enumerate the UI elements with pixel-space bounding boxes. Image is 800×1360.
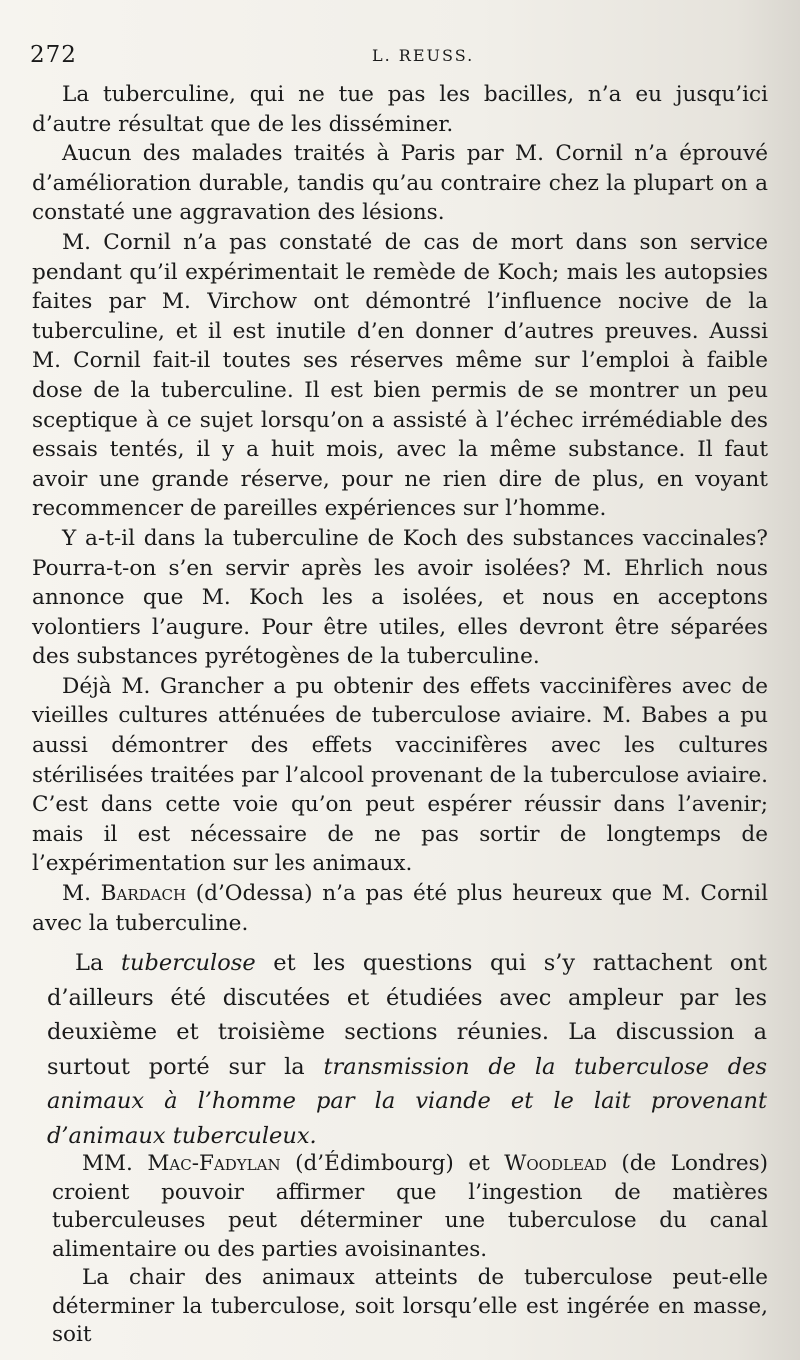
paragraph-malades: Aucun des malades traités à Paris par M. Cornil n’a éprouvé d’amélioration durable, tandis qu’au contraire chez la plupart on a constaté une aggravation des lésions. <box>32 141 768 226</box>
bardach-text: (d’Odessa) n’a pas été plus heureux que M. Cornil avec la tuberculine. <box>32 881 768 936</box>
author-macfadylan: Mac-Fadylan <box>147 1151 281 1176</box>
running-head: L. REUSS. <box>372 46 475 65</box>
section-macfadylan <box>52 1150 768 1350</box>
text-segment: (de Londres) croient pouvoir affirmer que l’ingestion de matières tuberculeuses peut déterminer une tuberculose du canal alimentaire ou des parties avoisinantes. <box>52 1151 768 1262</box>
author-bardach: Bardach <box>100 881 187 907</box>
paragraph-chair: La chair des animaux atteints de tuberculose peut-elle déterminer la tuberculose, soit lorsqu’elle est ingérée en masse, soit <box>52 1265 768 1347</box>
page-header <box>30 42 770 72</box>
italic-tuberculose: tuberculose <box>120 950 256 976</box>
italic-transmission: transmission de la tuberculose des animaux à l’homme par la viande et le lait provenant d’animaux tuberculeux. <box>47 1053 767 1149</box>
paragraph-bardach <box>32 879 768 938</box>
paragraph-tuberculine: La tuberculine, qui ne tue pas les bacilles, n’a eu jusqu’ici d’autre résultat que de les disséminer. <box>32 82 768 137</box>
text-segment: La <box>75 950 121 976</box>
paragraph-grancher: Déjà M. Grancher a pu obtenir des effets vaccinifères avec de vieilles cultures atténuées de tuberculose aviaire. M. Babes a pu aussi démontrer des effets vaccinifères avec les cultures stérilisées traitées par l’alcool provenant de la tuberculose aviaire. C’est dans cette voie qu’on peut espérer réussir dans l’avenir; mais il est nécessaire de ne pas sortir de longtemps de l’expérimentation sur les animaux. <box>32 673 768 877</box>
bardach-prefix: M. <box>62 881 101 907</box>
author-woodlead: Woodlead <box>504 1151 607 1176</box>
body-text <box>32 80 768 938</box>
page-number: 272 <box>30 42 77 68</box>
text-segment: (d’Édimbourg) et <box>280 1151 505 1176</box>
section-transmission <box>47 946 767 1153</box>
paragraph-cornil: M. Cornil n’a pas constaté de cas de mort dans son service pendant qu’il expérimentait le remède de Koch; mais les autopsies faites par M. Virchow ont démontré l’influence nocive de la tuberculine, et il est inutile d’en donner d’autres preuves. Aussi M. Cornil fait-il toutes ses réserves même sur l’emploi à faible dose de la tuberculine. Il est bien permis de se montrer un peu sceptique à ce sujet lorsqu’on a assisté à l’échec irrémédiable des essais tentés, il y a huit mois, avec la même substance. Il faut avoir une grande réserve, pour ne rien dire de plus, en voyant recommencer de pareilles expériences sur l’homme. <box>32 229 768 522</box>
text-segment: MM. <box>82 1151 148 1176</box>
paragraph-transmission <box>47 946 767 1153</box>
text-segment: et les questions qui s’y rattachent ont d’ailleurs été discutées et étudiées avec ampleur par les deuxième et troisième sections réunies. La discussion a surtout porté sur la <box>47 950 767 1080</box>
paragraph-vaccinales: Y a-t-il dans la tuberculine de Koch des substances vaccinales? Pourra-t-on s’en servir après les avoir isolées? M. Ehrlich nous annonce que M. Koch les a isolées, et nous en acceptons volontiers l’augure. Pour être utiles, elles devront être séparées des substances pyrétogènes de la tuberculine. <box>32 525 768 670</box>
paragraph-macfadylan <box>52 1150 768 1264</box>
